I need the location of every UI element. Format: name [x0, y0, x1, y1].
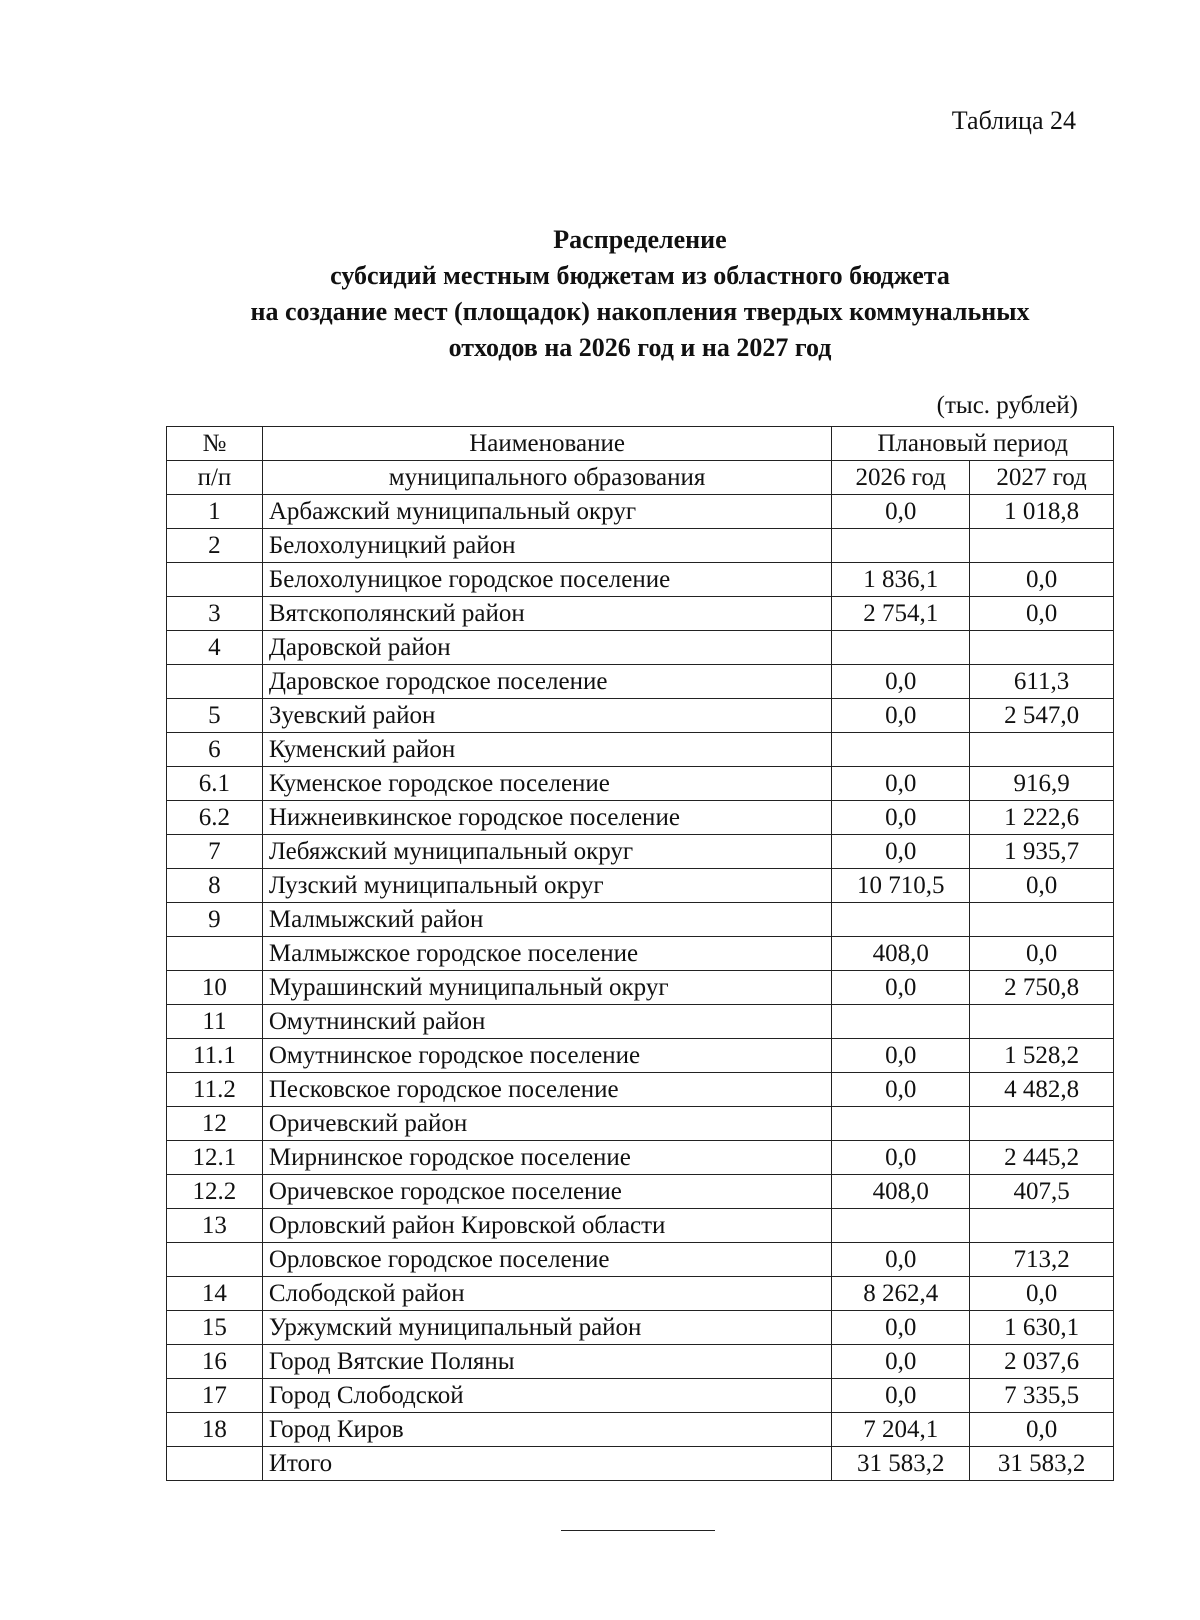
row-name: Оричевский район [262, 1107, 831, 1141]
row-value-2026: 10 710,5 [832, 869, 970, 903]
units-label: (тыс. рублей) [936, 392, 1078, 419]
row-number [167, 563, 263, 597]
table-row [167, 1447, 1114, 1481]
title-line: на создание мест (площадок) накопления твердых коммунальных [250, 297, 1030, 326]
row-value-2026: 0,0 [832, 699, 970, 733]
row-number: 14 [167, 1277, 263, 1311]
table-body [167, 495, 1114, 1481]
row-name: Куменский район [262, 733, 831, 767]
row-number: 1 [167, 495, 263, 529]
row-value-2027 [970, 529, 1114, 563]
row-name: Итого [262, 1447, 831, 1481]
row-name: Оричевское городское поселение [262, 1175, 831, 1209]
row-value-2027: 0,0 [970, 563, 1114, 597]
row-value-2026 [832, 1005, 970, 1039]
row-value-2027 [970, 903, 1114, 937]
row-name: Арбажский муниципальный округ [262, 495, 831, 529]
row-value-2026: 408,0 [832, 1175, 970, 1209]
table-row [167, 563, 1114, 597]
row-value-2026: 31 583,2 [832, 1447, 970, 1481]
row-name: Белохолуницкое городское поселение [262, 563, 831, 597]
row-number: 2 [167, 529, 263, 563]
table-row [167, 529, 1114, 563]
row-value-2027: 0,0 [970, 937, 1114, 971]
title-line: субсидий местным бюджетам из областного бюджета [330, 261, 950, 290]
row-number: 6.1 [167, 767, 263, 801]
row-value-2027: 0,0 [970, 1413, 1114, 1447]
row-name: Орловский район Кировской области [262, 1209, 831, 1243]
row-value-2026: 408,0 [832, 937, 970, 971]
row-number [167, 937, 263, 971]
row-value-2027 [970, 631, 1114, 665]
row-value-2026: 0,0 [832, 801, 970, 835]
row-value-2026: 0,0 [832, 1311, 970, 1345]
row-value-2027: 916,9 [970, 767, 1114, 801]
title-line: отходов на 2026 год и на 2027 год [448, 333, 832, 362]
row-value-2026: 0,0 [832, 1243, 970, 1277]
row-value-2027 [970, 1107, 1114, 1141]
row-name: Нижнеивкинское городское поселение [262, 801, 831, 835]
row-value-2027: 1 222,6 [970, 801, 1114, 835]
row-number: 12 [167, 1107, 263, 1141]
row-value-2026 [832, 631, 970, 665]
row-name: Омутнинский район [262, 1005, 831, 1039]
table-label: Таблица 24 [951, 106, 1076, 135]
row-value-2026 [832, 903, 970, 937]
row-number [167, 1447, 263, 1481]
header-row [167, 461, 1114, 495]
row-value-2027: 1 528,2 [970, 1039, 1114, 1073]
table-row [167, 699, 1114, 733]
row-value-2027: 1 935,7 [970, 835, 1114, 869]
row-name: Орловское городское поселение [262, 1243, 831, 1277]
row-value-2026: 8 262,4 [832, 1277, 970, 1311]
row-number: 12.1 [167, 1141, 263, 1175]
row-number: 9 [167, 903, 263, 937]
row-value-2026: 0,0 [832, 1073, 970, 1107]
row-value-2027: 611,3 [970, 665, 1114, 699]
row-value-2026: 0,0 [832, 665, 970, 699]
row-name: Даровской район [262, 631, 831, 665]
document-title [150, 222, 1130, 366]
row-value-2027 [970, 733, 1114, 767]
row-name: Вятскополянский район [262, 597, 831, 631]
row-value-2026 [832, 733, 970, 767]
header-planned-period: Плановый период [832, 427, 1114, 461]
table-row [167, 1005, 1114, 1039]
row-name: Город Киров [262, 1413, 831, 1447]
table-row [167, 1379, 1114, 1413]
row-name: Слободской район [262, 1277, 831, 1311]
row-name: Мурашинский муниципальный округ [262, 971, 831, 1005]
table-row [167, 971, 1114, 1005]
row-value-2027: 0,0 [970, 597, 1114, 631]
row-number: 12.2 [167, 1175, 263, 1209]
table-row [167, 835, 1114, 869]
header-name-line1: Наименование [262, 427, 831, 461]
row-number: 3 [167, 597, 263, 631]
row-value-2027: 2 750,8 [970, 971, 1114, 1005]
row-number: 17 [167, 1379, 263, 1413]
row-name: Уржумский муниципальный район [262, 1311, 831, 1345]
row-value-2027: 2 037,6 [970, 1345, 1114, 1379]
row-value-2027 [970, 1209, 1114, 1243]
row-value-2026: 0,0 [832, 971, 970, 1005]
row-value-2027: 2 547,0 [970, 699, 1114, 733]
table-row [167, 1413, 1114, 1447]
row-name: Город Вятские Поляны [262, 1345, 831, 1379]
table-row [167, 767, 1114, 801]
row-number: 10 [167, 971, 263, 1005]
row-number [167, 665, 263, 699]
subsidy-table [166, 426, 1114, 1481]
row-name: Даровское городское поселение [262, 665, 831, 699]
table-row [167, 801, 1114, 835]
row-name: Лузский муниципальный округ [262, 869, 831, 903]
row-value-2026: 0,0 [832, 1379, 970, 1413]
table-row [167, 495, 1114, 529]
table-row [167, 1141, 1114, 1175]
row-number: 5 [167, 699, 263, 733]
row-number: 7 [167, 835, 263, 869]
row-value-2027: 7 335,5 [970, 1379, 1114, 1413]
table-row [167, 869, 1114, 903]
table-row [167, 903, 1114, 937]
row-value-2026 [832, 1107, 970, 1141]
row-value-2026: 0,0 [832, 1345, 970, 1379]
row-value-2026: 0,0 [832, 835, 970, 869]
row-number: 11.1 [167, 1039, 263, 1073]
row-name: Омутнинское городское поселение [262, 1039, 831, 1073]
header-year-2027: 2027 год [970, 461, 1114, 495]
row-name: Малмыжское городское поселение [262, 937, 831, 971]
row-number [167, 1243, 263, 1277]
row-value-2026: 0,0 [832, 767, 970, 801]
row-number: 4 [167, 631, 263, 665]
row-number: 13 [167, 1209, 263, 1243]
table-row [167, 1345, 1114, 1379]
footer-divider [561, 1530, 715, 1531]
row-number: 16 [167, 1345, 263, 1379]
row-number: 6.2 [167, 801, 263, 835]
table-row [167, 1209, 1114, 1243]
table-row [167, 1175, 1114, 1209]
table-row [167, 1073, 1114, 1107]
row-number: 6 [167, 733, 263, 767]
row-name: Мирнинское городское поселение [262, 1141, 831, 1175]
row-name: Лебяжский муниципальный округ [262, 835, 831, 869]
row-name: Куменское городское поселение [262, 767, 831, 801]
header-year-2026: 2026 год [832, 461, 970, 495]
row-value-2026 [832, 1209, 970, 1243]
row-value-2027: 0,0 [970, 869, 1114, 903]
table-row [167, 631, 1114, 665]
row-number: 18 [167, 1413, 263, 1447]
row-value-2026: 0,0 [832, 1141, 970, 1175]
row-value-2026: 1 836,1 [832, 563, 970, 597]
header-row [167, 427, 1114, 461]
table-row [167, 597, 1114, 631]
row-value-2027: 0,0 [970, 1277, 1114, 1311]
row-value-2027: 1 018,8 [970, 495, 1114, 529]
row-value-2027: 713,2 [970, 1243, 1114, 1277]
row-number: 15 [167, 1311, 263, 1345]
table-row [167, 937, 1114, 971]
row-value-2026: 0,0 [832, 1039, 970, 1073]
row-name: Песковское городское поселение [262, 1073, 831, 1107]
row-name: Белохолуницкий район [262, 529, 831, 563]
row-value-2027 [970, 1005, 1114, 1039]
table-row [167, 665, 1114, 699]
table-row [167, 1311, 1114, 1345]
row-value-2026: 0,0 [832, 495, 970, 529]
row-name: Малмыжский район [262, 903, 831, 937]
table-row [167, 1039, 1114, 1073]
row-value-2026 [832, 529, 970, 563]
row-value-2027: 4 482,8 [970, 1073, 1114, 1107]
row-value-2027: 1 630,1 [970, 1311, 1114, 1345]
table-row [167, 1107, 1114, 1141]
row-number: 8 [167, 869, 263, 903]
row-number: 11 [167, 1005, 263, 1039]
title-line: Распределение [553, 225, 727, 254]
row-value-2026: 2 754,1 [832, 597, 970, 631]
row-value-2026: 7 204,1 [832, 1413, 970, 1447]
table-row [167, 733, 1114, 767]
row-number: 11.2 [167, 1073, 263, 1107]
table-row [167, 1277, 1114, 1311]
row-name: Зуевский район [262, 699, 831, 733]
header-number-line2: п/п [167, 461, 263, 495]
table-row [167, 1243, 1114, 1277]
row-value-2027: 2 445,2 [970, 1141, 1114, 1175]
row-value-2027: 31 583,2 [970, 1447, 1114, 1481]
header-number-line1: № [167, 427, 263, 461]
row-value-2027: 407,5 [970, 1175, 1114, 1209]
header-name-line2: муниципального образования [262, 461, 831, 495]
row-name: Город Слободской [262, 1379, 831, 1413]
